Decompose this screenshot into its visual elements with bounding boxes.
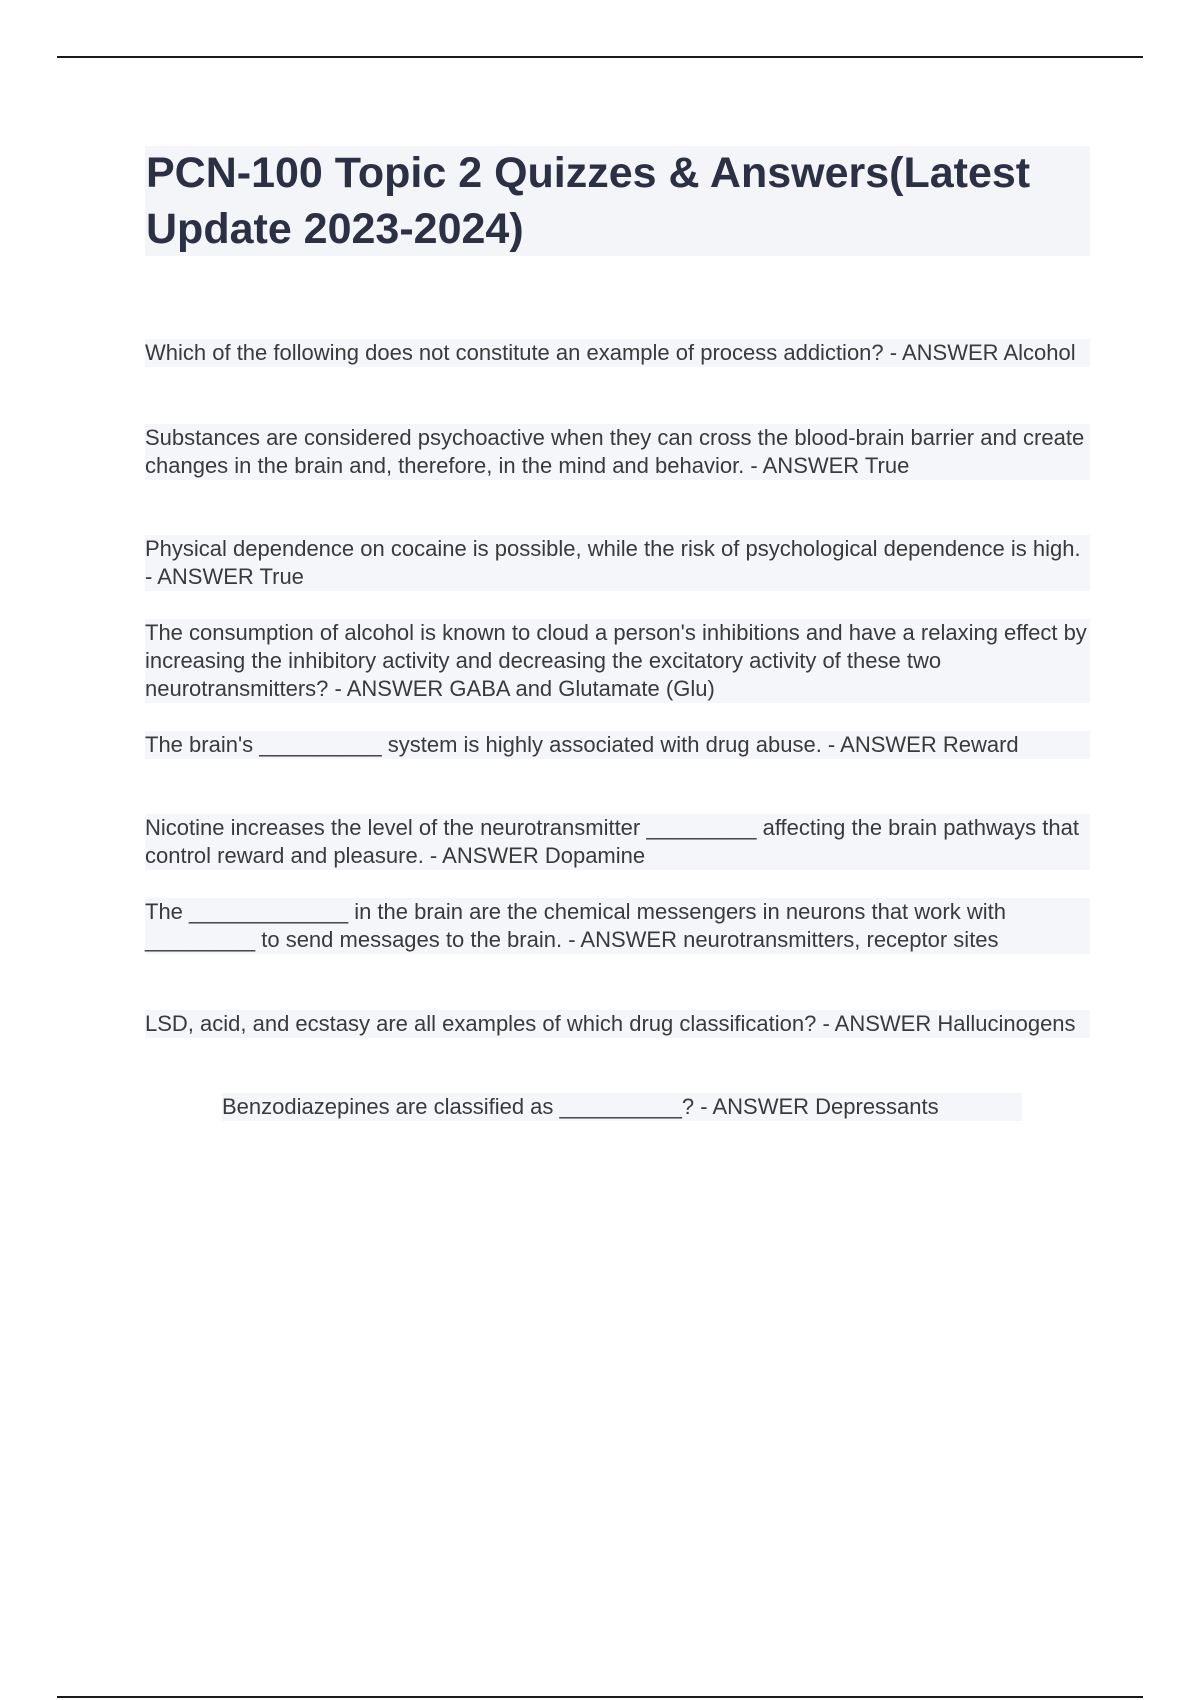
qa-item-7: The _____________ in the brain are the chemical messengers in neurons that work with _________ to send messages to the brain. - ANSWER neurotransmitters, receptor sites — [145, 898, 1090, 954]
qa-item-2: Substances are considered psychoactive when they can cross the blood-brain barrier and create changes in the brain and, therefore, in the mind and behavior. - ANSWER True — [145, 424, 1090, 480]
qa-item-1: Which of the following does not constitute an example of process addiction? - ANSWER Alcohol — [145, 339, 1090, 367]
top-rule — [57, 56, 1143, 58]
qa-item-6: Nicotine increases the level of the neurotransmitter _________ affecting the brain pathways that control reward and pleasure. - ANSWER Dopamine — [145, 814, 1090, 870]
bottom-rule — [57, 1696, 1143, 1698]
qa-item-5: The brain's __________ system is highly associated with drug abuse. - ANSWER Reward — [145, 731, 1090, 759]
document-title: PCN-100 Topic 2 Quizzes & Answers(Latest Update 2023-2024) — [146, 149, 1031, 253]
qa-item-8: LSD, acid, and ecstasy are all examples of which drug classification? - ANSWER Hallucinogens — [145, 1010, 1090, 1038]
qa-item-9: Benzodiazepines are classified as __________? - ANSWER Depressants — [222, 1093, 1022, 1121]
qa-item-4: The consumption of alcohol is known to cloud a person's inhibitions and have a relaxing effect by increasing the inhibitory activity and decreasing the excitatory activity of these two neurotransmitters? - ANSWER GABA and Glutamate (Glu) — [145, 619, 1090, 703]
qa-item-3: Physical dependence on cocaine is possible, while the risk of psychological dependence is high. - ANSWER True — [145, 535, 1090, 591]
